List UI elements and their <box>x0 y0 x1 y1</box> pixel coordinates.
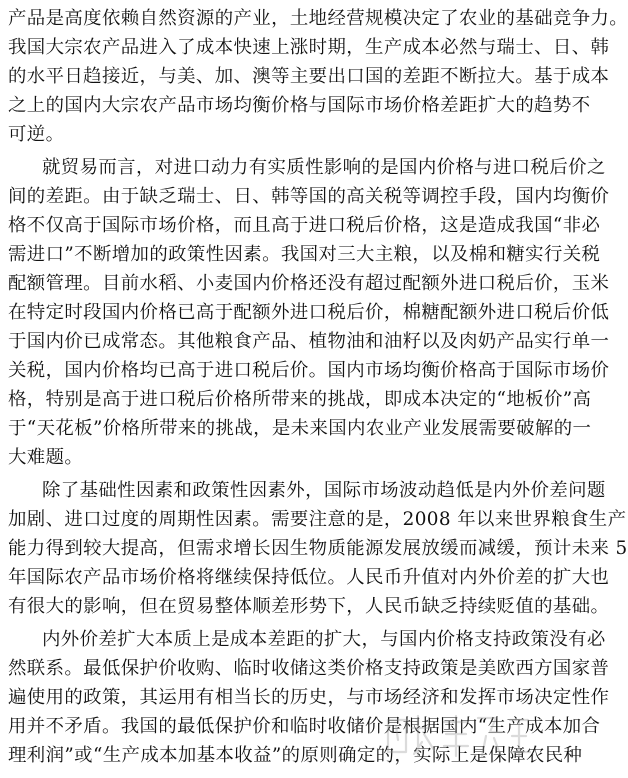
text-line: 有很大的影响，但在贸易整体顺差形势下，人民币缺乏持续贬值的基础。 <box>8 596 610 617</box>
text-line: 能力得到较大提高，但需求增长因生物质能源发展放缓而减缓，预计未来 5 <box>8 538 628 559</box>
text-line: 间的差距。由于缺乏瑞士、日、韩等国的高关税等调控手段，国内均衡价 <box>8 186 610 207</box>
paragraph-first-line: 除了基础性因素和政策性因素外，国际市场波动趋低是内外价差问题 <box>42 480 606 501</box>
text-line: 配额管理。目前水稻、小麦国内价格还没有超过配额外进口税后价，玉米 <box>8 273 610 294</box>
text-line: 然联系。最低保护价收购、临时收储这类价格支持政策是美欧西方国家普 <box>8 658 610 679</box>
paragraph-first-line: 就贸易而言，对进口动力有实质性影响的是国内价格与进口税后价之 <box>42 157 606 178</box>
text-line: 我国大宗农产品进入了成本快速上涨时期，生产成本必然与瑞士、日、韩 <box>8 37 610 58</box>
text-line: 可逆。 <box>8 124 65 145</box>
text-line: 格不仅高于国际市场价格，而且高于进口税后价格，这是造成我国“非必 <box>8 215 601 236</box>
text-line: 的水平日趋接近，与美、加、澳等主要出口国的差距不断拉大。基于成本 <box>8 66 610 87</box>
text-line: 需进口”不断增加的政策性因素。我国对三大主粮，以及棉和糖实行关税 <box>8 244 601 265</box>
text-line: 理利润”或“生产成本加基本收益”的原则确定的，实际上是保障农民种 <box>8 745 583 766</box>
text-line: 用并不矛盾。我国的最低保护价和临时收储价是根据国内“生产成本加合 <box>8 716 601 737</box>
text-line: 加剧、进口过度的周期性因素。需要注意的是，2008 年以来世界粮食生产 <box>8 509 627 530</box>
paragraph-first-line: 内外价差扩大本质上是成本差距的扩大，与国内价格支持政策没有必 <box>42 629 606 650</box>
text-line: 年国际农产品市场价格将继续保持低位。人民币升值对内外价差的扩大也 <box>8 567 610 588</box>
text-line: 于“天花板”价格所带来的挑战，是未来国内农业产业发展需要破解的一 <box>8 418 592 439</box>
text-line: 关税，国内价格均已高于进口税后价。国内市场均衡价格高于国际市场价 <box>8 360 610 381</box>
text-line: 格，特别是高于进口税后价格所带来的挑战，即成本决定的“地板价”高 <box>8 389 592 410</box>
text-line: 在特定时段国内价格已高于配额外进口税后价，棉糖配额外进口税后价低 <box>8 302 610 323</box>
text-line: 产品是高度依赖自然资源的产业，土地经营规模决定了农业的基础竞争力。 <box>8 8 628 29</box>
text-line: 于国内价已成常态。其他粮食产品、植物油和油籽以及肉奶产品实行单一 <box>8 331 610 352</box>
text-line: 遍使用的政策，其运用有相当长的历史，与市场经济和发挥市场决定性作 <box>8 687 610 708</box>
text-line: 大难题。 <box>8 447 84 468</box>
text-line: 之上的国内大宗农产品市场均衡价格与国际市场价格差距扩大的趋势不 <box>8 95 591 116</box>
